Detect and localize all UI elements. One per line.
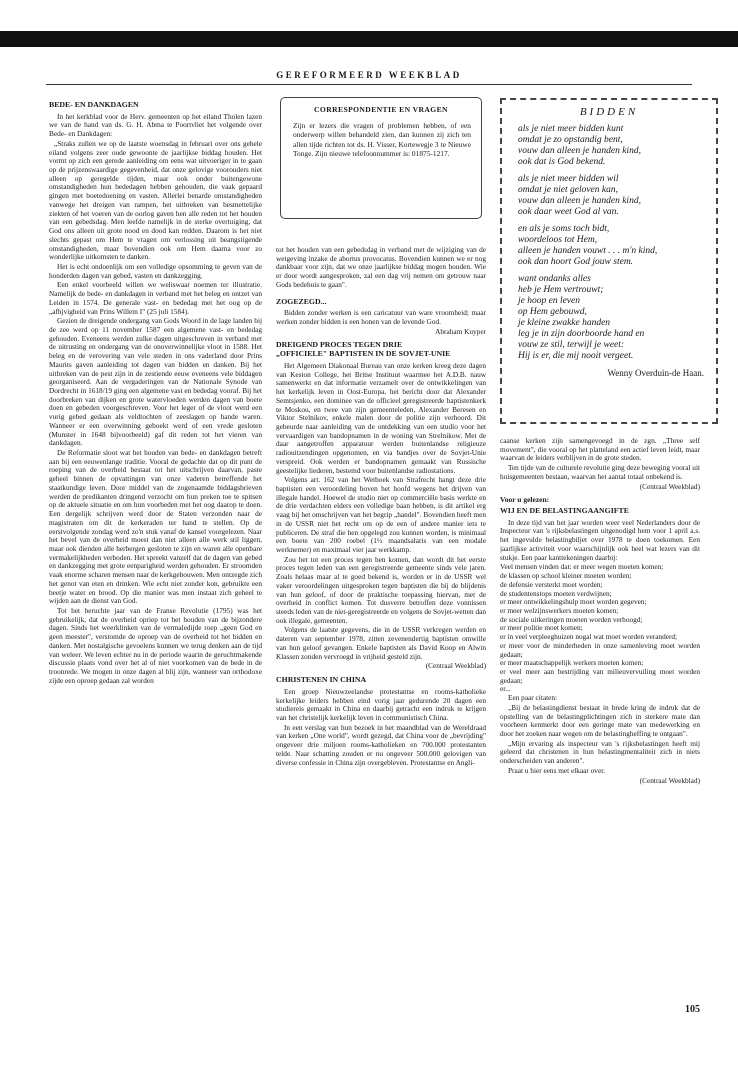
column-3	[500, 437, 700, 917]
poem-line: ook dan hoort God jouw stem.	[518, 257, 634, 267]
list-item: Veel mensen vinden dat: er meer wegen moeten komen;	[500, 562, 664, 572]
paragraph: Praat u hier eens met elkaar over.	[508, 765, 606, 775]
bede-heading: BEDE- EN DANKDAGEN	[49, 100, 139, 109]
quote: „Bij de belastingdienst bestaat in brede kring de indruk dat de opstelling van de belastingplichtingen zich in sterkere mate dan voorheen kenmerkt door een geringe mate van medewerking en door het zoeken naar wegen om de belastingheffing te ontgaan".	[500, 702, 700, 738]
poem-line: en als je soms toch bidt,	[518, 224, 610, 234]
list-item: de klassen op school kleiner moeten worden;	[500, 571, 632, 581]
paragraph: Volgens art. 162 van het Wetboek van Strafrecht hangt deze drie baptisten een veroordeling boven het hoofd wegens het drijven van illegale handel. Hoewel de studio niet op commerciële basis werkte en de drie verdachten elders een volledige baan hebben, is dit artikel erg vaag bij het omschrijven van het begrip „handel". Bovendien heeft men in de USSR niet het recht om op de een of andere manier iets te publiceren. De straf die hen opgelegd zou kunnen worden, is minimaal een boete van 200 roebel (1½ maandsalaris van een modale werknemer) en maximaal vier jaar werkkamp.	[276, 475, 486, 554]
list-item: er meer maatschappelijk werkers moeten komen;	[500, 658, 644, 668]
list-item: er meer ontwikkelingshulp moet worden gegeven;	[500, 597, 647, 607]
paragraph: tot het houden van een gebedsdag in verband met de wijziging van de wetgeving inzake de abortus provocatus. Bovendien kunnen we er nog dankbaar voor zijn, dat we onze jaarlijkse biddag mogen houden. Wie er door wordt aangesproken, zal een dag vrij nemen om getrouw naar Gods bedehuis te gaan".	[276, 246, 486, 289]
poem-line: vouw dan alleen je handen kind,	[518, 146, 641, 156]
paragraph: Gezien de dreigende ondergang van Gods Woord in de lage landen bij de zee werd op 11 november 1587 een algemene vast- en bededag gehouden. Eveneens werden zulke dagen uitgeschreven in verband met de uitrusting en ondergang van de onoverwinnelijke vloot in 1588. Het beleg en de verovering van vele steden in ons vaderland door Prins Maurits gaven aanleiding tot dagen van bidden en danken. Bij het uitbreken van de pest zijn in de zestiende eeuw eveneens vele biddagen georganiseerd. Aan de vergaderingen van de Nationale Synode van Dordrecht in 1618/19 ging een algemene vast en bededag vooraf. Bij het doorbreken van dijken en grote watervloeden werden dagen van boete doen en gebeden voorgeschreven. Voor het leger of de vloot werd een vurig gebed gedaan als veldtochten of zeeslagen op hande waren. Wanneer er een overwinning geboekt werd of een vrede gesloten (Munster in 1648 bijvoorbeeld) gaf dit reden tot het vieren van dankdagen.	[49, 316, 262, 448]
source-label: (Centraal Weekblad)	[425, 661, 486, 671]
paragraph: De Reformatie sloot wat het houden van bede- en dankdagen betreft aan bij een eeuwenlange traditie. Vooral de gedachte dat op dit punt de roeping van de overheid bestaat tot het uitschrijven daarvan, paste geheel binnen de opvattingen van onze vaderen betreffende het staatkundige leven. Door middel van de zogenaamde biddagsbrieven werden de predikanten dringend verzocht om hun preken toe te spitsen op de aktuele situatie en om hun voorbeden met het oog daarop te doen. Een dergelijk schrijven werd door de Staten verzonden naar de magistraten om dit de kerkeraden ter hand te stellen. Op de eerstvolgende zondag werd zo'n stuk vanaf de kansel voorgelezen. Naar het bevel van de overheid moest dan niet alleen alle werk stil liggen, maar ook dienden alle herbergen gesloten te zijn en waren alle openbare vermakelijkheden verboden. Het spreekt vanzelf dat de dagen van gebed en dankzegging met grote eenparigheid werden gehouden. Er stroomden vaak enorme scharen mensen naar de kerkgebouwen. Men ontzegde zich het genot van eten en drinken. Wie echt niet zonder kon, gebruikte een beetje water en brood. Op die manier was men instaat zich geheel te wijden aan de dienst van God.	[49, 448, 262, 606]
proces-heading: DREIGEND PROCES TEGEN DRIE	[276, 340, 403, 350]
list-item: de studentenstops moeten verdwijnen;	[500, 588, 612, 598]
page-number: 105	[685, 1004, 700, 1015]
poem-line: omdat je zo opstandig bent,	[518, 135, 623, 145]
paragraph: Ten tijde van de culturele revolutie ging deze beweging vooral uit huisgemeenten bestaan, waarvan het aantal totaal onbekend is.	[500, 463, 700, 481]
poem-title: BIDDEN	[579, 106, 639, 118]
poem-line: Hij is er, die mij nooit vergeet.	[518, 351, 634, 361]
paragraph: In deze tijd van het jaar worden weer veel Nederlanders door de Inspecteur van 's rijksbelastingen uitgenodigd hem voor 1 april a.s. het ingevulde belastingbiljet over 1978 te doen toekomen. Een jaarlijkse activiteit voor waarschijnlijk ook heel wat lezers van dit stukje. Een paar kanttekeningen daarbij:	[500, 517, 700, 562]
poem-line: want ondanks alles	[518, 274, 591, 284]
correspondence-title: CORRESPONDENTIE EN VRAGEN	[314, 105, 448, 114]
paragraph: Volgens de laatste gegevens, die in de USSR verkregen werden en dateren van september 1978, zitten zevenendertig baptisten omwille van hun geloof gevangen. Enkele baptisten als David Koop en Alwin Klassen zonden vervroegd in vrijheid gesteld zijn.	[276, 625, 486, 661]
poem-author: Wenny Overduin-de Haan.	[607, 368, 704, 378]
poem-line: als je niet meer bidden kunt	[518, 124, 624, 134]
poem-line: alleen je handen vouwt . . . m'n kind,	[518, 246, 658, 256]
top-black-bar	[0, 31, 738, 47]
poem-stanza	[518, 224, 716, 268]
paragraph: Een paar citaten:	[508, 693, 558, 703]
zogezegd-heading: ZOGEZEGD...	[276, 296, 327, 306]
paragraph: Het is echt ondoenlijk om een volledige opsomming te geven van de honderden dagen van gebed, vasten en dankzegging.	[49, 261, 262, 280]
poem-line: je hoop en leven	[518, 296, 580, 306]
china-heading: CHRISTENEN IN CHINA	[276, 675, 367, 685]
list-item: er meer voor de minderheden in onze samenleving moet worden gedaan;	[500, 640, 700, 659]
poem-stanza	[518, 124, 716, 168]
poem-line: woordeloos tot Hem,	[518, 235, 598, 245]
poem-line: leg je in zijn doorboorde hand en	[518, 329, 645, 339]
poem-line: vouw ze stil, terwijl je weet:	[518, 340, 625, 350]
list-item: er meer politie moet komen;	[500, 623, 583, 633]
paragraph: Tot het beruchte jaar van de Franse Revolutie (1795) was het gebruikelijk, dat de overheid opriep tot het houden van de bijzondere dagen. Sinds het weerklinken van de vermaledijde roep „geen God en geen meester", verstomde de oproep van de overheid tot het bidden en danken. Met nostalgische gevoelens kunnen we terug denken aan de tijd van weleer. We leven echter nu in de periode waarin de geruchtmakende discussie plaats vond over het al of niet voorkomen van de bede in de troonrede. We mogen in onze dagen al blij zijn, wanneer van orthodoxe zijde een oproep gedaan zal worden	[49, 605, 262, 685]
masthead: GEREFORMEERD WEEKBLAD	[276, 70, 462, 80]
paragraph: In het kerkblad voor de Herv. gemeenten op het eiland Tholen lazen we van de hand van ds. G. H. Abma te Poortvliet het volgende over Bede- en Dankdagen:	[49, 111, 262, 139]
poem-line: heb je Hem vertrouwt;	[518, 285, 604, 295]
paragraph: Een groep Nieuwzeelandse protestantse en rooms-katholieke kerkelijke leiders hebben eind vorig jaar gedurende 20 dagen een studiereis gemaakt in China en daarbij getracht een indruk te krijgen van het christelijk kerkelijk leven in communistisch China.	[276, 686, 486, 722]
list-item: er meer welzijnswerkers moeten komen;	[500, 605, 619, 615]
poem-line: op Hem gebouwd,	[518, 307, 587, 317]
masthead-rule	[46, 84, 692, 85]
source-label: (Centraal Weekblad)	[639, 481, 700, 491]
list-item: de sociale uitkeringen moeten worden verhoogd;	[500, 614, 643, 624]
poem-box	[500, 98, 718, 424]
belasting-heading: WIJ EN DE BELASTINGAANGIFTE	[500, 506, 629, 516]
list-item: er in veel verpleeghuizen nogal wat moet worden veranderd;	[500, 632, 678, 642]
list-item: er veel meer aan bestrijding van milieuvervuiling moet worden gedaan;	[500, 666, 700, 685]
poem-line: vouw dan alleen je handen kind,	[518, 196, 641, 206]
poem-line: omdat je niet geloven kan,	[518, 185, 618, 195]
poem-stanza	[518, 174, 716, 218]
poem-stanza	[518, 274, 716, 362]
list-item: er...	[500, 684, 511, 694]
poem-line: je kleine zwakke handen	[518, 318, 611, 328]
source-label: (Centraal Weekblad)	[639, 775, 700, 785]
voor-u-gelezen-heading: Voor u gelezen:	[500, 495, 550, 505]
paragraph: „Straks zullen we op de laatste woensdag in februari over ons gehele eiland volgens zeer oude gewoonte de jaarlijkse biddag houden. Het vormt op zich een gerede aanleiding om eens wat uitvoeriger in te gaan op de prijzenswaardige gegevenheid, dat onze gelovige voorouders niet alleen op geregelde tijden, maar ook onder buitengewone omstandigheden hun bededagen hebben gehouden, die vaak gepaard gingen met boetedoening en vasten. Allerlei benarde omstandigheden vanwege het dreigen van rampen, het uitbreken van besmettelijke ziekten of het voeren van de oorlog gaven hen alle reden tot het houden van een gebedsdag. Men leefde namelijk in de sterke overtuiging, dat God ons alleen uit grote nood en dood kan redden. Daarom is het niet slechts gepast om Hem te vragen om verlossing uit beangstigende omstandigheden, maar bovendien ook om Hem daarna voor zo wonderlijke uitkomsten te danken.	[49, 138, 262, 262]
correspondence-box	[280, 97, 482, 219]
paragraph: Het Algemeen Diakonaal Bureau van onze kerken kreeg deze dagen van Keston College, het Britse Instituut waarmee het A.D.B. nauw samenwerkt en dat informatie verzamelt over de ontwikkelingen van het kerkelijk leven in Oost-Europa, het bericht door dat Alexander Semtsjenko, een dominee van de officieel geregistreerde baptistenkerk te Moskou, en twee van zijn gemeenteleden, Alexander Beresen en Viktor Stelnikov, enkele malen door de politie zijn verhoord. Dit gebeurde naar aanleiding van de ontdekking van een studio voor het vervaardigen van bandopnamen in de woning van Strelnikow. Met de daar aangetroffen apparatuur werden buitenlandse religieuze radiouitzendingen opgenomen, en via bandjes over de Sovjet-Unie verspreid. Ook werden er bandopnamen gemaakt van Russische geestelijke liederen, bestemd voor buitenlandse radiostations.	[276, 360, 486, 475]
poem-line: ook dat is God bekend.	[518, 157, 606, 167]
paragraph: Een enkel voorbeeld willen we weliswaar noemen ter illustratie. Namelijk de bede- en dankdagen in verband met het beleg en ontzet van Leiden in 1574. De generale vast- en bededag met het oog op de „afhjvigheid van Prins Willem I" (25 juli 1584).	[49, 280, 262, 316]
poem-line: als je niet meer bidden wil	[518, 174, 619, 184]
quote: „Mijn ervaring als inspecteur van 's rijksbelastingen heeft mij geleerd dat christenen in hun belastingmentaliteit zich in niets onderscheiden van anderen".	[500, 738, 700, 766]
zogezegd-author: Abraham Kuyper	[435, 326, 486, 336]
correspondence-text: Zijn er lezers die vragen of problemen hebben, of een onderwerp willen behandeld zien, dan kunnen zij zich ten allen tijde richten tot ds. H. Visser, Kortewegje 3 te Nieuwe Tonge. Zijn nieuwe telefoonnummer is: 01875-1217.	[293, 120, 471, 159]
paragraph: caanse kerken zijn samengevoegd in de zgn. „Three self movement", die vooral op het platteland een actief leven leidt, maar waarvan de leiders verblijven in de grote steden.	[500, 437, 700, 463]
column-1	[49, 99, 262, 1039]
list-item: de defensie versterkt moet worden;	[500, 579, 603, 589]
proces-heading-line2: „OFFICIELE" BAPTISTEN IN DE SOVJET-UNIE	[276, 349, 451, 359]
zogezegd-text: Bidden zonder werken is een caricatuur van ware vroomheid; maar werken zonder bidden is een honen van de levende God.	[276, 308, 486, 327]
paragraph: Zou het tot een proces tegen hen komen, dan wordt dit het eerste proces tegen leden van een geregistreerde gemeente sinds vele jaren. Zoals helaas maar al te goed bekend is, worden er in de USSR wel vaker veroordelingen uitgesproken tegen baptisten die bij de blijdenis van hun geloof, of door de praktische toepassing hiervan, met de overheid in conflict komen. Tot dusverre betroffen deze vonnissen steeds leden van de niet-geregistreerde en volgens de Sovjet-wetten dan ook illegale, gemeenten.	[276, 554, 486, 625]
paragraph: In een verslag van hun bezoek in het maandblad van de Wereldraad van kerken „One world", wordt gezegd, dat China voor de „bevrijding" ongeveer drie miljoen rooms-katholieken en 700.000 protestanten telde. Naar schatting zouden er nu ongeveer 500.000 gelovigen van diverse confessie in China zijn overgebleven. Protestantse en Angli-	[276, 722, 486, 767]
column-2	[276, 246, 486, 1046]
poem-line: ook daar weet God al van.	[518, 207, 619, 217]
